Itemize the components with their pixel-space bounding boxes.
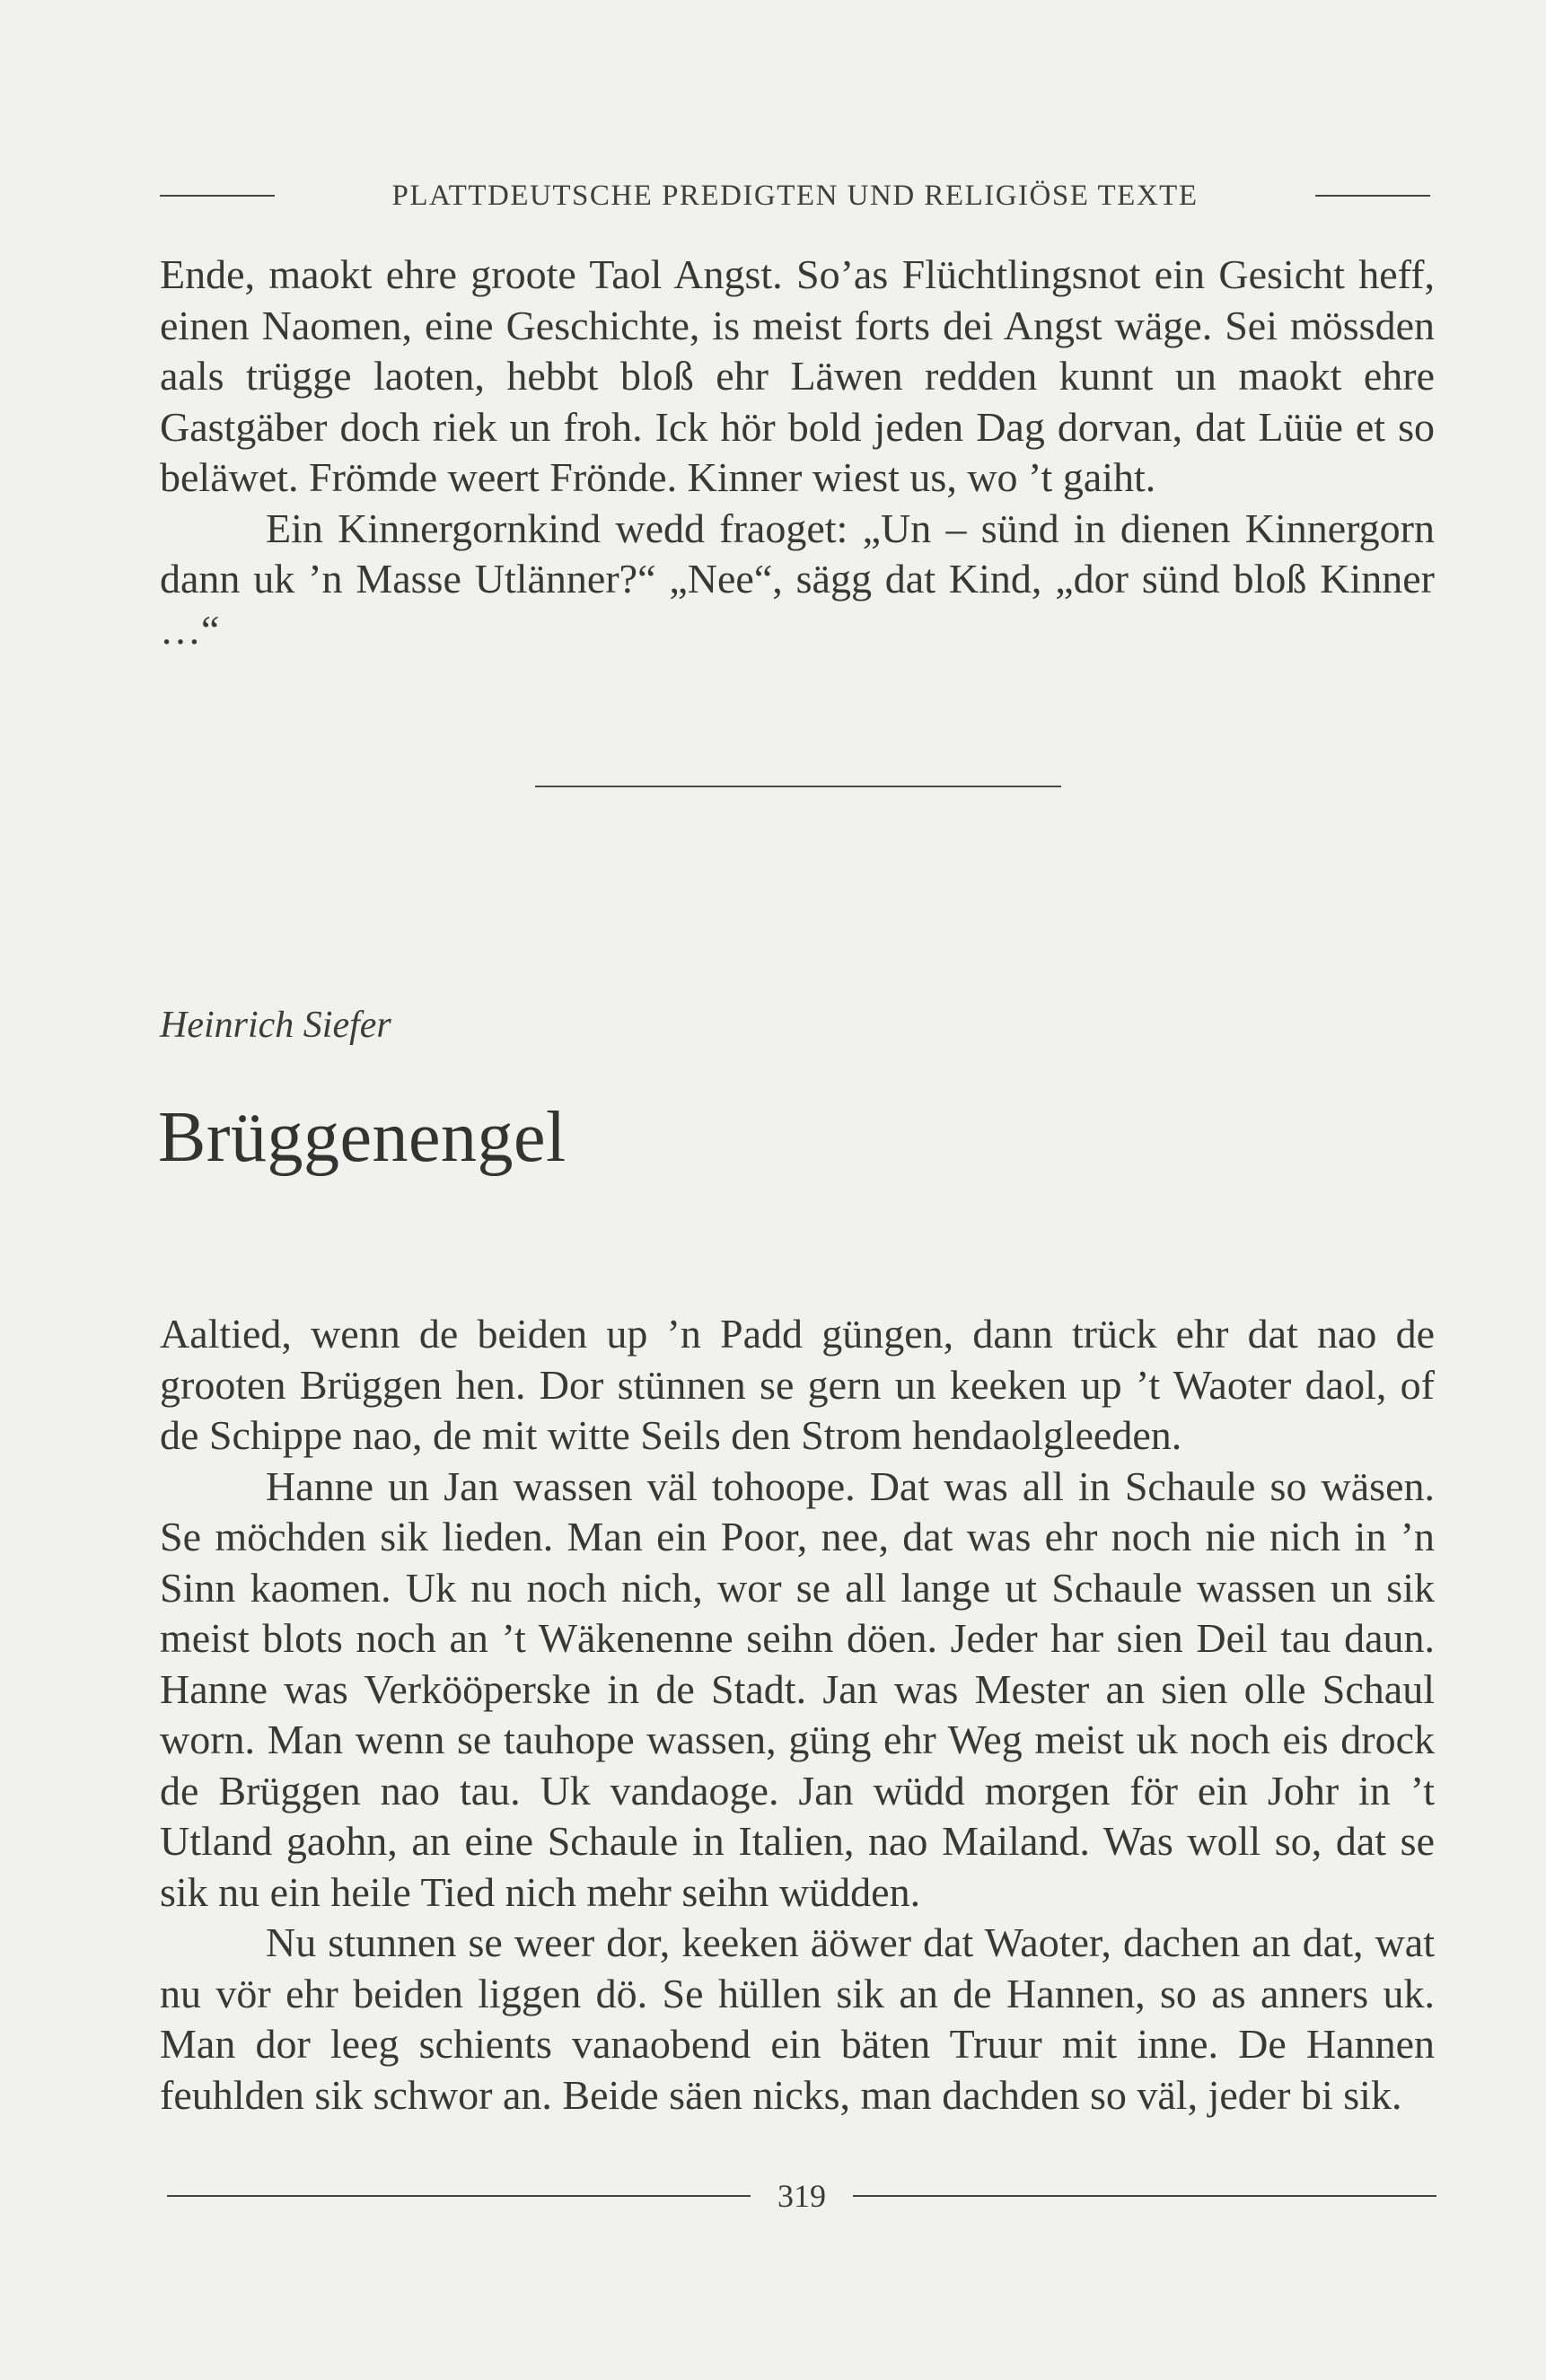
- story-title: Brüggenengel: [158, 1098, 567, 1177]
- header-rule-right: [1315, 195, 1430, 197]
- section-separator: [535, 786, 1061, 787]
- body-paragraph: Nu stunnen se weer dor, keeken äöwer dat Waoter, dachen an dat, wat nu vör ehr beiden liggen dö. Se hüllen sik an de Hannen, so as anners uk. Man dor leeg schients vanaobend ein bäten Truur mit inne. De Hannen feuhlden sik schwor an. Beide säen nicks, man dachden so väl, jeder bi sik.: [160, 1919, 1435, 2118]
- header-rule-left: [160, 195, 275, 197]
- body-paragraph: Aaltied, wenn de beiden up ’n Padd güngen, dann trück ehr dat nao de grooten Brüggen hen. Dor stünnen se gern un keeken up ’t Waoter daol, of de Schippe nao, de mit witte Seils den Strom hendaolgleeden.: [160, 1311, 1435, 1458]
- page-number: 319: [777, 2178, 826, 2214]
- running-header-title: PLATTDEUTSCHE PREDIGTEN UND RELIGIÖSE TEXTE: [391, 179, 1199, 212]
- body-paragraph: Ende, maokt ehre groote Taol Angst. So’as Flüchtlingsnot ein Gesicht heff, einen Naomen, eine Geschichte, is meist forts dei Angst wäge. Sei mössden aals trügge laoten, hebbt bloß ehr Läwen redden kunnt un maokt ehre Gastgäber doch riek un froh. Ick hör bold jeden Dag dorvan, dat Lüüe et so beläwet. Frömde weert Frönde. Kinner wiest us, wo ’t gaiht.: [160, 251, 1435, 500]
- body-paragraph: Ein Kinnergornkind wedd fraoget: „Un – sünd in dienen Kinnergorn dann uk ’n Masse Utlänner?“ „Nee“, sägg dat Kind, „dor sünd bloß Kinner …“: [160, 505, 1435, 653]
- footer-rule-left: [167, 2195, 751, 2197]
- story-text: [160, 1309, 1435, 2121]
- author-name: Heinrich Siefer: [160, 1005, 391, 1046]
- previous-text: [160, 250, 1435, 655]
- body-paragraph: Hanne un Jan wassen väl tohoope. Dat was all in Schaule so wäsen. Se möchden sik lieden. Man ein Poor, nee, dat was ehr noch nie nich in ’n Sinn kaomen. Uk nu noch nich, wor se all lange ut Schaule wassen un sik meist blots noch an ’t Wäkenenne seihn döen. Jeder har sien Deil tau daun. Hanne was Verkööperske in de Stadt. Jan was Mester an sien olle Schaul worn. Man wenn se tauhope wassen, güng ehr Weg meist uk noch eis drock de Brüggen nao tau. Uk vandaoge. Jan wüdd morgen för ein Johr in ’t Utland gaohn, an eine Schaule in Italien, nao Mailand. Was woll so, dat se sik nu ein heile Tied nich mehr seihn wüdden.: [160, 1462, 1435, 1915]
- running-header: [160, 176, 1430, 215]
- footer-rule-right: [853, 2195, 1436, 2197]
- page-footer: [167, 2176, 1436, 2216]
